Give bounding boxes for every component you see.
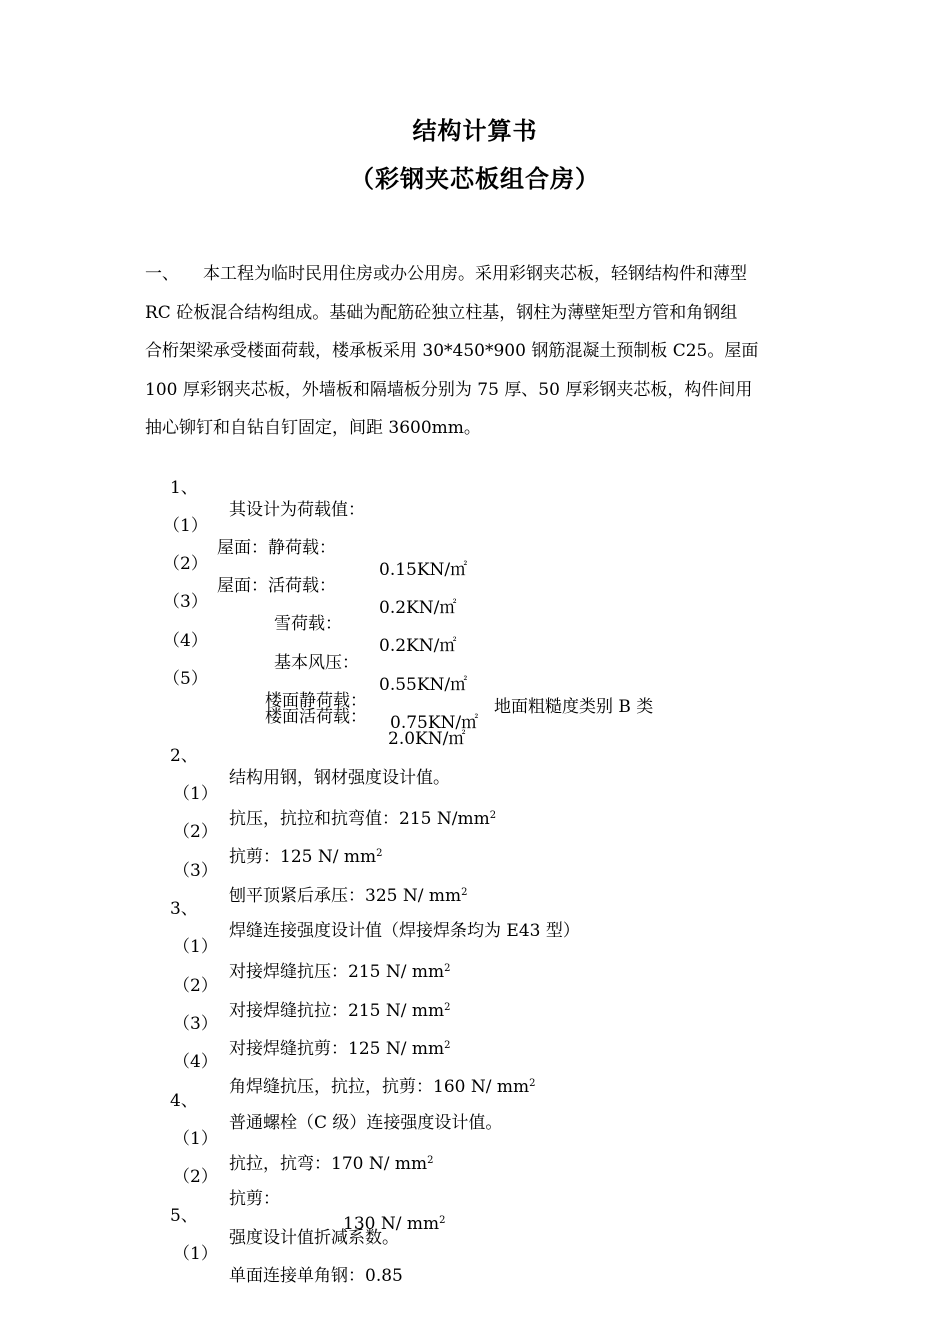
bolt-item: （2） 抗剪： 130 N/ $mm^2$: [173, 1167, 446, 1234]
document-title: 结构计算书: [412, 117, 538, 145]
section-2-heading: 2、 结构用钢，钢材强度设计值。: [170, 746, 450, 788]
strength-item: （1） 抗压，抗拉和抗弯值：215 $N/mm^2$: [173, 784, 497, 829]
weld-item: （4） 角焊缝抗压，抗拉，抗剪：160 N/ $mm^2$: [173, 1052, 536, 1097]
reduction-item: （1） 单面连接单角钢：0.85: [173, 1244, 403, 1286]
section-3-heading: 3、 焊缝连接强度设计值（焊接焊条均为 E43 型）: [170, 899, 580, 941]
intro-paragraph: [145, 255, 810, 448]
strength-item: （3） 刨平顶紧后承压：325 N/ $mm^2$: [173, 861, 468, 906]
document-subtitle: （彩钢夹芯板组合房）: [350, 165, 600, 193]
weld-item: （2） 对接焊缝抗拉：215 N/ $mm^2$: [173, 976, 451, 1021]
intro-number: 一、: [145, 264, 179, 284]
weld-item: （3） 对接焊缝抗剪：125 N/ $mm^2$: [173, 1014, 451, 1059]
load-item: （4） 基本风压： 0.55KN/㎡ 地面粗糙度类别 B 类: [163, 631, 654, 717]
load-item: （2） 屋面：活荷载： 0.2KN/㎡: [163, 554, 457, 618]
section-4-heading: 4、 普通螺栓（C 级）连接强度设计值。: [170, 1091, 503, 1133]
load-item: （5） 楼面静荷载： 0.75KN/㎡: [163, 669, 479, 733]
section-5-heading: 5、 强度设计值折减系数。: [170, 1206, 399, 1248]
intro-line: 100 厚彩钢夹芯板，外墙板和隔墙板分别为 75 厚、50 厚彩钢夹芯板，构件间用: [145, 379, 753, 400]
intro-line: RC 砼板混合结构组成。基础为配筋砼独立柱基，钢柱为薄壁矩型方管和角钢组: [145, 302, 738, 323]
load-item: （1） 屋面：静荷载： 0.15KN/㎡: [163, 516, 468, 580]
terrain-note: 地面粗糙度类别 B 类: [494, 697, 654, 717]
intro-line: 抽心铆钉和自钻自钉固定，间距 3600mm。: [145, 418, 481, 438]
strength-item: （2） 抗剪：125 N/ $mm^2$: [173, 822, 383, 867]
load-item: （3） 雪荷载： 0.2KN/㎡: [163, 592, 457, 656]
weld-item: （1） 对接焊缝抗压：215 N/ $mm^2$: [173, 937, 451, 982]
intro-line: 合桁架梁承受楼面荷载，楼承板采用 30*450*900 钢筋混凝土预制板 C25。屋面: [145, 341, 759, 361]
bolt-item: （1） 抗拉，抗弯：170 N/ $mm^2$: [173, 1129, 434, 1174]
section-1-heading: 1、 其设计为荷载值：: [170, 478, 365, 520]
load-item: 楼面活荷载： 2.0KN/㎡: [265, 707, 466, 749]
intro-line: 一、 本工程为临时民用住房或办公用房。采用彩钢夹芯板，轻钢结构件和薄型: [145, 255, 810, 294]
